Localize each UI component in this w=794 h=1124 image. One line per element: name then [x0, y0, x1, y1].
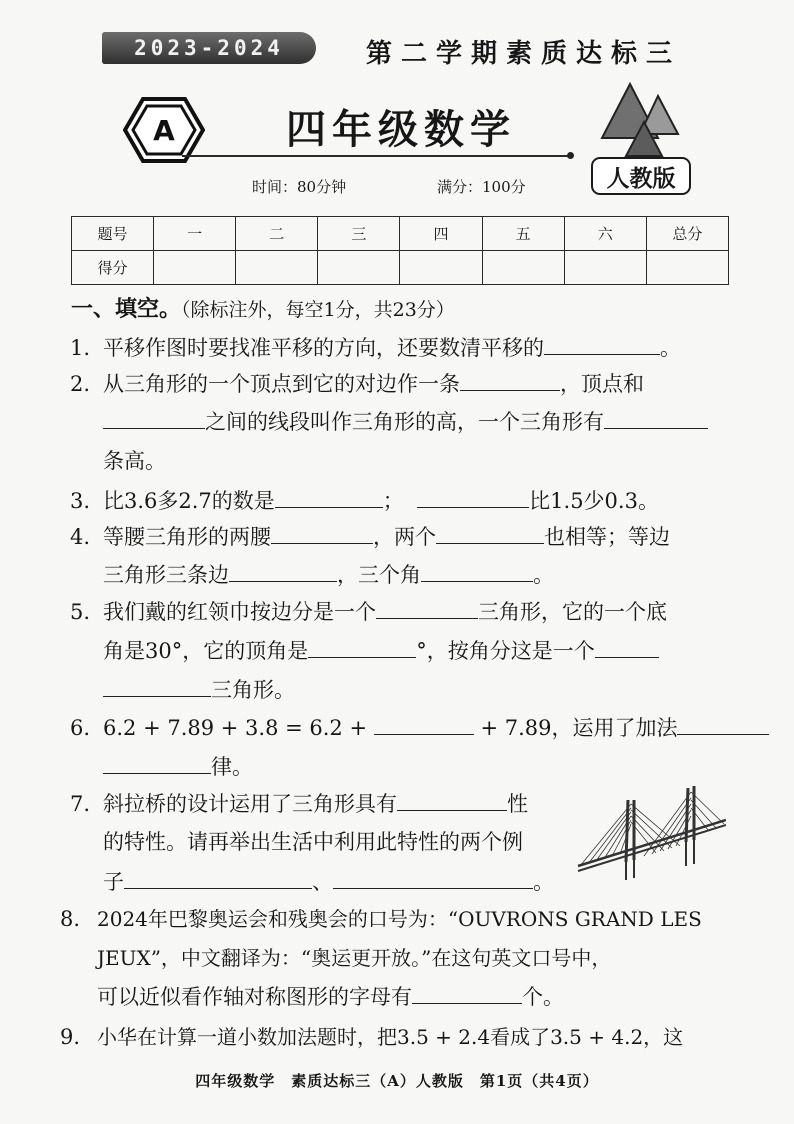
- question-text: ，顶点和: [560, 372, 644, 396]
- answer-blank[interactable]: [436, 525, 544, 544]
- score-input-cell[interactable]: [318, 251, 400, 285]
- question-7: [103, 792, 528, 817]
- score-cell: 一: [154, 217, 236, 251]
- answer-blank[interactable]: [333, 870, 533, 889]
- question-text: 三角形三条边: [103, 563, 229, 587]
- score-cell: 六: [564, 217, 646, 251]
- score-input-cell[interactable]: [400, 251, 482, 285]
- question-4-line-2: [103, 563, 554, 588]
- answer-blank[interactable]: [412, 985, 522, 1004]
- question-text: 律。: [211, 755, 253, 779]
- question-9: [97, 1025, 683, 1049]
- answer-blank[interactable]: [460, 372, 560, 391]
- question-text: 从三角形的一个顶点到它的对边作一条: [103, 372, 460, 396]
- section-heading: [71, 292, 455, 323]
- question-text: 小华在计算一道小数加法题时，把3.5 + 2.4看成了3.5 + 4.2，这: [97, 1025, 684, 1049]
- answer-blank[interactable]: [397, 792, 507, 811]
- section-title: 一、填空。: [71, 296, 182, 322]
- score-input-cell[interactable]: [646, 251, 728, 285]
- score-input-cell[interactable]: [482, 251, 564, 285]
- answer-blank[interactable]: [544, 336, 660, 355]
- answer-blank[interactable]: [229, 563, 337, 582]
- question-8-line-3: [97, 985, 564, 1010]
- score-input-cell[interactable]: [154, 251, 236, 285]
- answer-blank[interactable]: [417, 489, 529, 508]
- question-4: [103, 525, 670, 550]
- question-number: 8.: [60, 907, 81, 931]
- answer-blank[interactable]: [271, 525, 373, 544]
- question-text: 比1.5少0.3。: [529, 489, 659, 513]
- edition-badge: 人教版: [591, 157, 691, 195]
- question-text: 角是30°，它的顶角是: [103, 639, 309, 663]
- question-text: 、: [312, 870, 333, 894]
- question-5-line-3: [103, 678, 295, 703]
- question-text: + 7.89，运用了加法: [480, 716, 678, 740]
- question-7-line-3: [103, 870, 554, 895]
- question-text: 也相等；等边: [544, 525, 670, 549]
- question-number: 9.: [60, 1025, 81, 1049]
- question-text: ；: [382, 489, 404, 513]
- question-2: [103, 372, 644, 397]
- answer-blank[interactable]: [103, 755, 211, 774]
- question-text: 的特性。请再举出生活中利用此特性的两个例: [103, 830, 523, 854]
- answer-blank[interactable]: [275, 489, 383, 508]
- question-number: 1.: [70, 336, 91, 360]
- question-8: [97, 907, 702, 931]
- page-title: 四年级数学: [286, 107, 516, 153]
- question-text: 等腰三角形的两腰: [103, 525, 271, 549]
- question-text: 三角形，它的一个底: [478, 600, 667, 624]
- question-text: 性: [507, 792, 528, 816]
- exam-time: 时间：80分钟: [252, 178, 347, 196]
- question-text: 。: [533, 563, 554, 587]
- answer-blank[interactable]: [595, 639, 659, 658]
- term-title: 第二学期素质达标三: [366, 39, 682, 69]
- question-6-line-2: [103, 755, 253, 780]
- score-cell: 题号: [72, 217, 154, 251]
- score-cell: 得分: [72, 251, 154, 285]
- question-1: [103, 336, 681, 361]
- question-number: 6.: [70, 716, 91, 740]
- question-text: °，按角分这是一个: [416, 639, 595, 663]
- answer-blank[interactable]: [103, 678, 211, 697]
- score-cell: 四: [400, 217, 482, 251]
- grade-badge: [123, 96, 205, 164]
- grade-badge-letter: A: [153, 114, 175, 147]
- answer-blank[interactable]: [308, 639, 416, 658]
- question-text: 可以近似看作轴对称图形的字母有: [97, 985, 412, 1009]
- score-table: [71, 216, 729, 285]
- score-cell: 三: [318, 217, 400, 251]
- question-5-line-2: [103, 639, 659, 664]
- question-text: 6.2 + 7.89 + 3.8 = 6.2 +: [103, 716, 368, 740]
- question-6: [103, 716, 769, 741]
- score-table-score-row: [72, 251, 729, 285]
- year-banner: 2023-2024: [102, 32, 316, 64]
- question-text: 比3.6多2.7的数是: [103, 489, 275, 513]
- answer-blank[interactable]: [604, 410, 708, 429]
- question-5: [103, 600, 667, 625]
- answer-blank[interactable]: [376, 600, 478, 619]
- score-cell: 总分: [646, 217, 728, 251]
- question-text: 。: [660, 336, 681, 360]
- question-text: 个。: [522, 985, 564, 1009]
- score-cell: 二: [236, 217, 318, 251]
- question-number: 2.: [70, 372, 91, 396]
- question-number: 4.: [70, 525, 91, 549]
- answer-blank[interactable]: [677, 716, 769, 735]
- question-text: 三角形。: [211, 678, 295, 702]
- question-text: ，三个角: [337, 563, 421, 587]
- question-number: 3.: [70, 489, 91, 513]
- question-2-line-3: [103, 449, 166, 474]
- question-text: 。: [533, 870, 554, 894]
- title-underline: [182, 155, 572, 157]
- score-input-cell[interactable]: [236, 251, 318, 285]
- triangle-logo: [600, 82, 682, 160]
- question-2-line-2: [103, 410, 708, 435]
- score-table-header-row: [72, 217, 729, 251]
- full-score: 满分：100分: [437, 178, 526, 196]
- score-input-cell[interactable]: [564, 251, 646, 285]
- title-underline-dot: [567, 152, 574, 159]
- question-3: [103, 489, 659, 514]
- question-text: 我们戴的红领巾按边分是一个: [103, 600, 376, 624]
- question-number: 5.: [70, 600, 91, 624]
- question-8-line-2: [97, 946, 611, 970]
- question-text: 之间的线段叫作三角形的高，一个三角形有: [205, 410, 604, 434]
- section-note: （除标注外，每空1分，共23分）: [181, 299, 455, 321]
- question-text: ，两个: [373, 525, 436, 549]
- answer-blank[interactable]: [421, 563, 533, 582]
- answer-blank[interactable]: [124, 870, 312, 889]
- cable-stayed-bridge-illustration: [576, 780, 726, 882]
- question-text: 子: [103, 870, 124, 894]
- question-text: 平移作图时要找准平移的方向，还要数清平移的: [103, 336, 544, 360]
- question-number: 7.: [70, 792, 91, 816]
- question-text: 2024年巴黎奥运会和残奥会的口号为：“OUVRONS GRAND LES: [97, 907, 702, 931]
- score-cell: 五: [482, 217, 564, 251]
- question-text: 斜拉桥的设计运用了三角形具有: [103, 792, 397, 816]
- question-text: JEUX”，中文翻译为：“奥运更开放。”在这句英文口号中，: [97, 946, 612, 970]
- answer-blank[interactable]: [374, 716, 474, 735]
- answer-blank[interactable]: [103, 410, 205, 429]
- page-footer: 四年级数学 素质达标三（A）人教版 第1页（共4页）: [195, 1072, 599, 1090]
- question-7-line-2: [103, 830, 523, 855]
- question-text: 条高。: [103, 449, 166, 473]
